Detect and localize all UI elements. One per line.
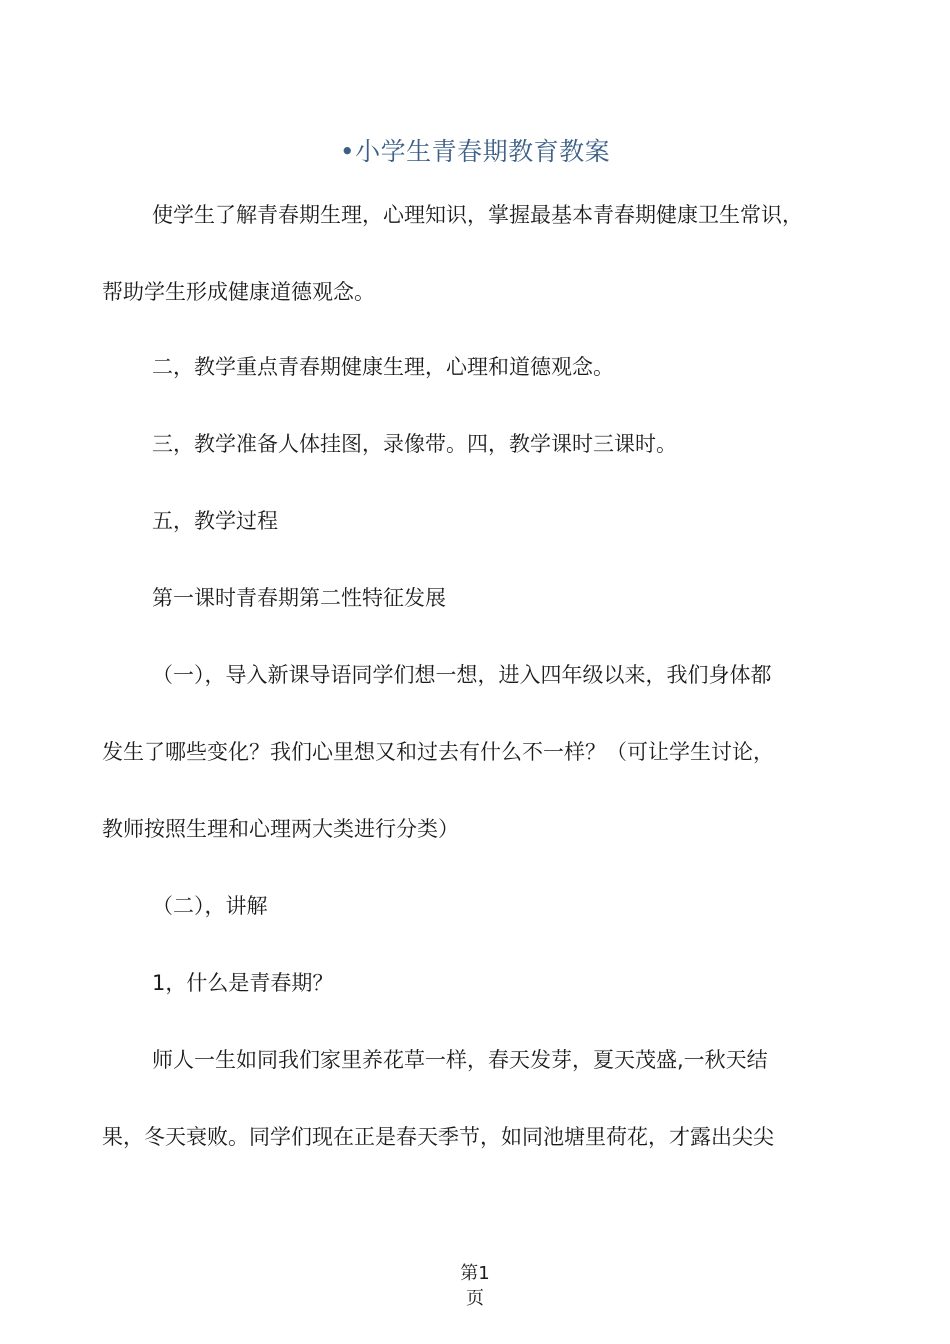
paragraph-line-2: 帮助学生形成健康道德观念。 (102, 280, 375, 304)
paragraph-line-7: （一），导入新课导语同学们想一想，进入四年级以来，我们身体都 (152, 663, 772, 687)
paragraph-line-9: 教师按照生理和心理两大类进行分类） (102, 817, 459, 841)
paragraph-line-5: 五，教学过程 (152, 509, 278, 533)
paragraph-line-8: 发生了哪些变化？我们心里想又和过去有什么不一样？（可让学生讨论， (102, 740, 774, 764)
page-number-line-2: 页 (466, 1288, 484, 1309)
paragraph-line-11: 1，什么是青春期？ (152, 971, 334, 995)
paragraph-line-12: 师人一生如同我们家里养花草一样，春天发芽，夏天茂盛,一秋天结 (152, 1048, 768, 1072)
paragraph-line-4: 三，教学准备人体挂图，录像带。四，教学课时三课时。 (152, 432, 677, 456)
page-number-line-1: 第1 (460, 1263, 490, 1284)
paragraph-line-10: （二），讲解 (152, 894, 268, 918)
document-title: •小学生青春期教育教案 (339, 137, 611, 166)
paragraph-line-6: 第一课时青春期第二性特征发展 (152, 586, 446, 610)
paragraph-line-13: 果，冬天衰败。同学们现在正是春天季节，如同池塘里荷花，才露出尖尖 (102, 1125, 774, 1149)
paragraph-line-1: 使学生了解青春期生理，心理知识，掌握最基本青春期健康卫生常识， (152, 203, 803, 227)
paragraph-line-3: 二，教学重点青春期健康生理，心理和道德观念。 (152, 355, 614, 379)
